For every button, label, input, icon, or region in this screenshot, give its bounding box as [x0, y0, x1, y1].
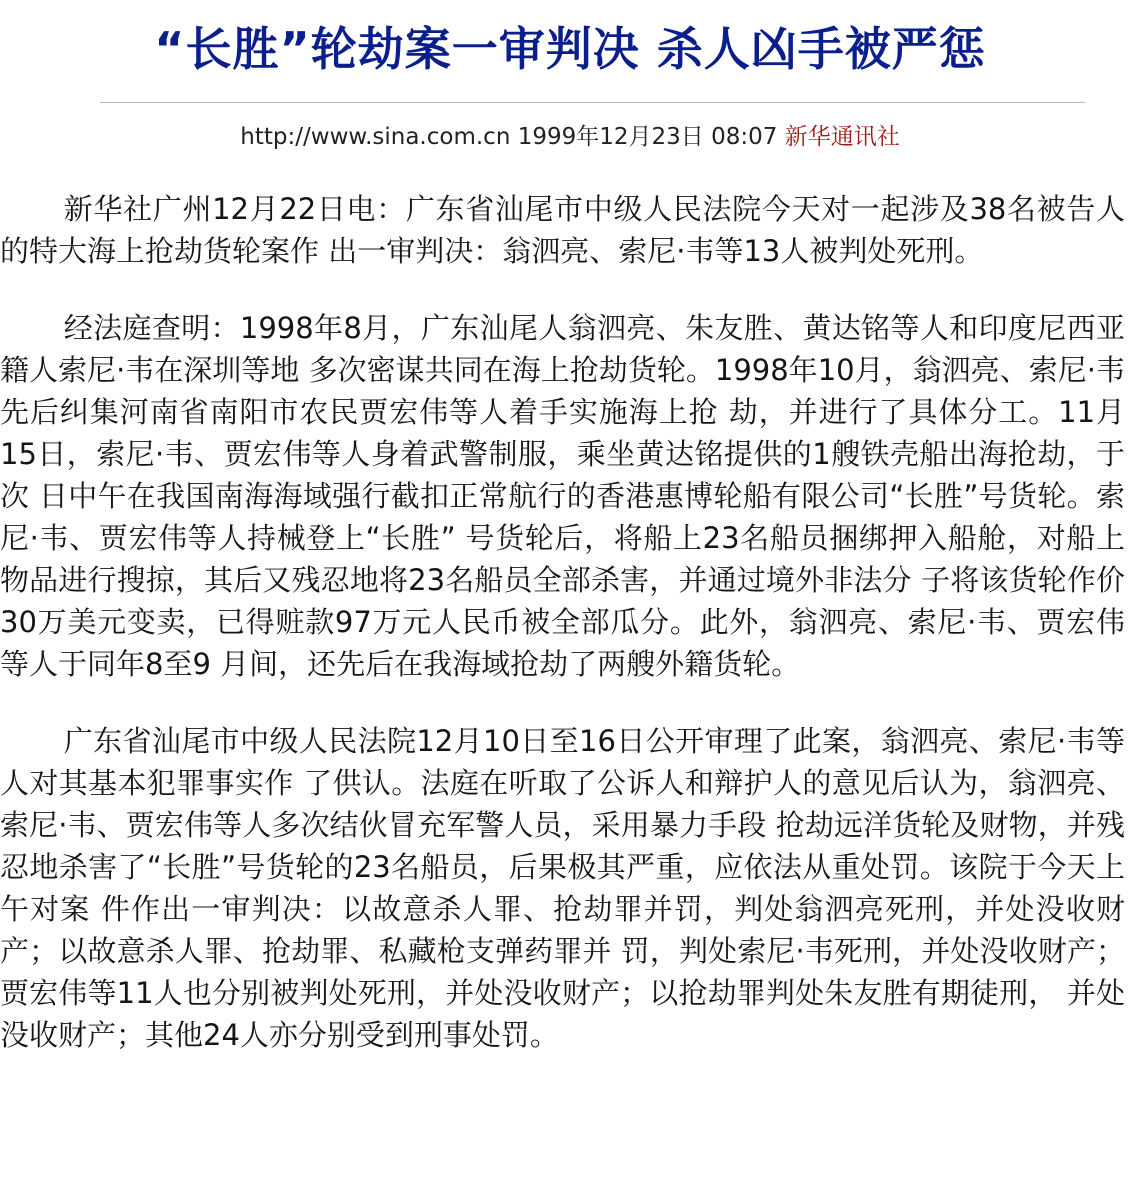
headline-divider [100, 102, 1085, 103]
paragraph-facts: 经法庭查明：1998年8月，广东汕尾人翁泗亮、朱友胜、黄达铭等人和印度尼西亚籍人索尼·韦在深圳等地 多次密谋共同在海上抢劫货轮。1998年10月，翁泗亮、索尼·韦先后纠集河南省南阳市农民贾宏伟等人着手实施海上抢 劫，并进行了具体分工。11月15日，索尼·韦、贾宏伟等人身着武警制服，乘坐黄达铭提供的1艘铁壳船出海抢劫，于次 日中午在我国南海海域强行截扣正常航行的香港惠博轮船有限公司“长胜”号货轮。索尼·韦、贾宏伟等人持械登上“长胜” 号货轮后，将船上23名船员捆绑押入船舱，对船上物品进行搜掠，其后又残忍地将23名船员全部杀害，并通过境外非法分 子将该货轮作价30万美元变卖，已得赃款97万元人民币被全部瓜分。此外，翁泗亮、索尼·韦、贾宏伟等人于同年8至9 月间，还先后在我海域抢劫了两艘外籍货轮。 [0, 311, 1125, 681]
paragraph-lead: 新华社广州12月22日电：广东省汕尾市中级人民法院今天对一起涉及38名被告人的特大海上抢劫货轮案作 出一审判决：翁泗亮、索尼·韦等13人被判处死刑。 [0, 192, 1125, 268]
article-body [0, 188, 1125, 1091]
article-headline: “长胜”轮劫案一审判决 杀人凶手被严惩 [154, 22, 986, 76]
publish-datetime: 1999年12月23日 08:07 [517, 124, 778, 150]
source-url: http://www.sina.com.cn [240, 124, 511, 150]
article-meta [0, 124, 1140, 152]
news-agency-source: 新华通讯社 [784, 124, 900, 150]
paragraph-verdict: 广东省汕尾市中级人民法院12月10日至16日公开审理了此案，翁泗亮、索尼·韦等人对其基本犯罪事实作 了供认。法庭在听取了公诉人和辩护人的意见后认为，翁泗亮、索尼·韦、贾宏伟等人多次结伙冒充军警人员，采用暴力手段 抢劫远洋货轮及财物，并残忍地杀害了“长胜”号货轮的23名船员，后果极其严重，应依法从重处罚。该院于今天上午对案 件作出一审判决：以故意杀人罪、抢劫罪并罚，判处翁泗亮死刑，并处没收财产；以故意杀人罪、抢劫罪、私藏枪支弹药罪并 罚，判处索尼·韦死刑，并处没收财产；贾宏伟等11人也分别被判处死刑，并处没收财产；以抢劫罪判处朱友胜有期徒刑， 并处没收财产；其他24人亦分别受到刑事处罚。 [0, 724, 1125, 1052]
